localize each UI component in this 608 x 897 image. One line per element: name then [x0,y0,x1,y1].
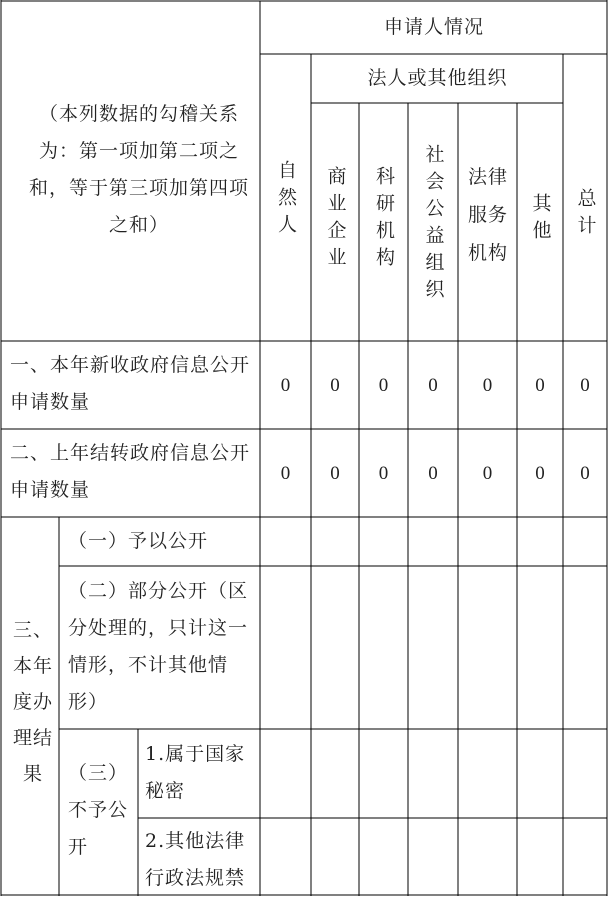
header-total: 总计 [574,188,597,242]
row2-social-welfare: 0 [428,463,439,484]
header-legal-and-other-orgs: 法人或其他组织 [367,66,508,89]
row1-label: 一、本年新收政府信息公开申请数量 [10,354,251,413]
header-commercial: 商业企业 [324,166,347,274]
row3-sub2: （二）部分公开（区分处理的，只计这一情形，不计其他情形） [68,580,249,713]
row2-natural-person: 0 [280,463,292,484]
row3-sub3-item1: 1.属于国家秘密 [145,743,246,802]
header-research: 科研机构 [373,166,395,274]
row3-label: 三、本年度办理结果 [12,619,53,785]
header-natural-person: 自然人 [275,159,297,241]
row3-sub1: （一）予以公开 [68,530,209,552]
header-legal-services [462,160,514,270]
header-note: （本列数据的勾稽关系为：第一项加第二项之和，等于第三项加第四项之和） [28,103,249,236]
row2-research: 0 [378,463,390,484]
row1-legal-services: 0 [482,375,494,396]
row1-commercial: 0 [330,375,341,396]
row3-sub3-item2: 2.其他法律行政法规禁 [145,830,246,889]
row1-natural-person: 0 [280,375,292,396]
header-legal-services-text: 法律服务机构 [467,166,508,264]
row2-commercial: 0 [330,463,341,484]
row1-other: 0 [535,375,546,396]
row3-sub3: （三）不予公开 [68,762,129,858]
row1-total: 0 [580,375,591,396]
row2-legal-services: 0 [482,463,494,484]
row2-other: 0 [535,463,546,484]
header-other: 其他 [529,193,552,247]
row2-label: 二、上年结转政府信息公开申请数量 [10,442,251,501]
header-social-welfare: 社会公益组织 [422,144,445,306]
row1-social-welfare: 0 [428,375,439,396]
row2-total: 0 [580,463,591,484]
header-applicant-situation: 申请人情况 [383,15,484,38]
row1-research: 0 [378,375,390,396]
